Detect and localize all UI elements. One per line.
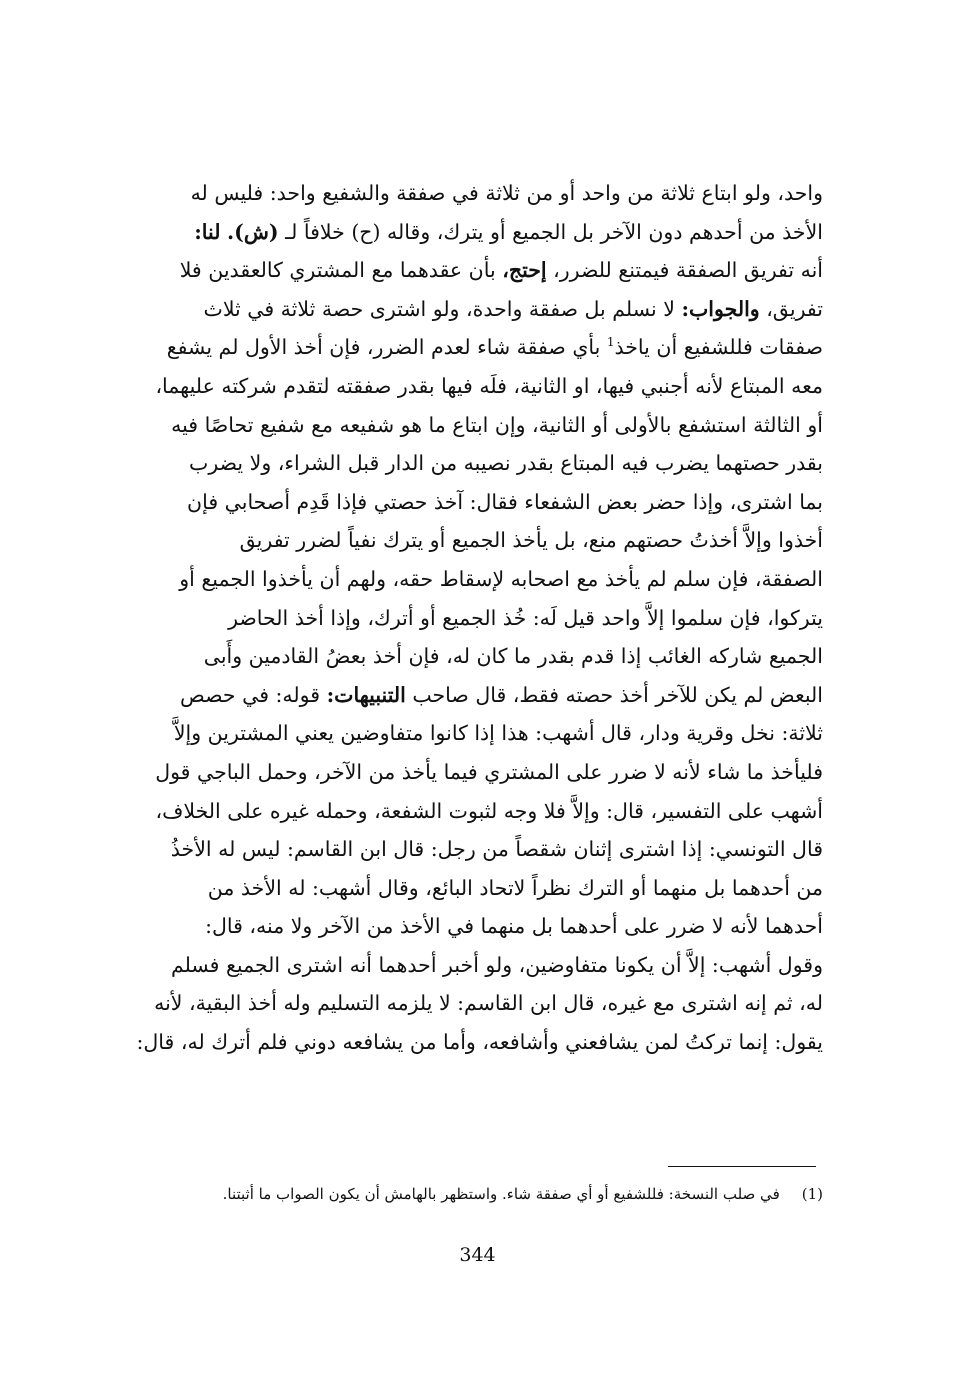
text-line-21 (105, 946, 823, 985)
footnote (105, 1180, 823, 1208)
text-line-5 (105, 328, 823, 367)
bold-term: (ش). (227, 219, 279, 244)
line-text: معه المبتاع لأنه أجنبي فيها، او الثانية، فلَه فيها بقدر صفقته لتقدم شركته عليهما، (155, 373, 823, 398)
line-text: بقدر حصتهما يضرب فيه المبتاع بقدر نصيبه من الدار قبل الشراء، ولا يضرب (189, 451, 823, 476)
line-text: له، ثم إنه اشترى مع غيره، قال ابن القاسم: لا يلزمه التسليم وله أخذ البقية، لأنه (154, 991, 823, 1016)
line-text: أو الثالثة استشفع بالأولى أو الثانية، وإن ابتاع ما هو شفيعه مع شفيع تحاصًا فيه (171, 412, 823, 437)
text-line-10 (105, 521, 823, 560)
text-line-17 (105, 792, 823, 831)
page-number: 344 (459, 1244, 496, 1266)
line-text: قوله: في حصص (180, 682, 327, 707)
line-text: الصفقة، فإن سلم لم يأخذ مع اصحابه لإسقاط حقه، ولهم أن يأخذوا الجميع أو (179, 566, 823, 591)
text-line-15 (105, 714, 823, 753)
text-line-11 (105, 560, 823, 599)
bold-term: والجواب: (681, 296, 760, 321)
line-text: من أحدهما بل منهما أو الترك نظراً لاتحاد البائع، وقال أشهب: له الأخذ من (207, 875, 823, 900)
text-line-23 (105, 1023, 823, 1062)
line-text: فليأخذ ما شاء لأنه لا ضرر على المشتري فيما يأخذ من الآخر، وحمل الباجي قول (155, 759, 823, 784)
main-text (105, 174, 823, 1062)
footnote-divider (668, 1166, 816, 1167)
text-line-1 (105, 174, 823, 213)
text-line-22 (105, 984, 823, 1023)
line-text: لا نسلم بل صفقة واحدة، ولو اشترى حصة ثلاثة في ثلاث (203, 296, 682, 321)
line-text: بما اشترى، وإذا حضر بعض الشفعاء فقال: آخذ حصتي فإذا قَدِم أصحابي فإن (187, 489, 823, 514)
line-text: الأخذ من أحدهم دون الآخر بل الجميع أو يترك، وقاله (ح) خلافاً لـ (278, 219, 823, 244)
footnote-text: في صلب النسخة: فللشفيع أو أي صفقة شاء. واستظهر بالهامش أن يكون الصواب ما أثبتنا. (222, 1185, 780, 1203)
text-line-19 (105, 869, 823, 908)
text-line-16 (105, 753, 823, 792)
text-line-2 (105, 213, 823, 252)
footnote-marker: 1 (606, 335, 615, 350)
text-line-8 (105, 444, 823, 483)
line-text: أحدهما لأنه لا ضرر على أحدهما بل منهما في الأخذ من الآخر ولا منه، قال: (205, 914, 823, 939)
text-line-7 (105, 406, 823, 445)
line-text: أخذوا وإلاَّ أخذتُ حصتهم منع، بل يأخذ الجميع أو يترك نفياً لضرر تفريق (239, 528, 823, 553)
line-text: الجميع شاركه الغائب إذا قدم بقدر ما كان له، فإن أخذ بعضُ القادمين وأَبى (203, 644, 823, 669)
line-text: البعض لم يكن للآخر أخذ حصته فقط، قال صاحب (405, 682, 823, 707)
text-line-12 (105, 599, 823, 638)
footnote-number: (1) (801, 1185, 823, 1203)
text-line-4 (105, 290, 823, 329)
text-line-18 (105, 830, 823, 869)
line-text: ثلاثة: نخل وقرية ودار، قال أشهب: هذا إذا كانوا متفاوضين يعني المشترين وإلاَّ (173, 721, 823, 746)
bold-term: التنبيهات: (326, 682, 406, 707)
text-line-20 (105, 907, 823, 946)
line-text: أشهب على التفسير، قال: وإلاَّ فلا وجه لثبوت الشفعة، وحمله غيره على الخلاف، (155, 798, 823, 823)
bold-term: إحتج، (502, 258, 547, 283)
text-line-6 (105, 367, 823, 406)
text-line-9 (105, 483, 823, 522)
line-text: يتركوا، فإن سلموا إلاَّ واحد قيل لَه: خُذ الجميع أو أترك، وإذا أخذ الحاضر (228, 605, 823, 630)
line-text: صفقات فللشفيع أن ياخذ (614, 335, 823, 360)
line-text: تفريق، (759, 296, 823, 321)
line-text: وقول أشهب: إلاَّ أن يكونا متفاوضين، ولو أخبر أحدهما أنه اشترى الجميع فسلم (170, 952, 823, 977)
line-text: قال التونسي: إذا اشترى إثنان شقصاً من رجل: قال ابن القاسم: ليس له الأخذُ (170, 837, 823, 862)
line-text: بأن عقدهما مع المشتري كالعقدين فلا (179, 258, 503, 283)
line-text: يقول: إنما تركتُ لمن يشافعني وأشافعه، وأما من يشافعه دوني فلم أترك له، قال: (136, 1030, 823, 1055)
text-line-13 (105, 637, 823, 676)
line-text: بأي صفقة شاء لعدم الضرر، فإن أخذ الأول لم يشفع (166, 335, 607, 360)
text-line-3 (105, 251, 823, 290)
line-text: واحد، ولو ابتاع ثلاثة من واحد أو من ثلاثة في صفقة والشفيع واحد: فليس له (190, 181, 823, 205)
bold-term: لنا: (194, 219, 221, 244)
text-line-14 (105, 676, 823, 715)
line-text: أنه تفريق الصفقة فيمتنع للضرر، (546, 258, 823, 283)
